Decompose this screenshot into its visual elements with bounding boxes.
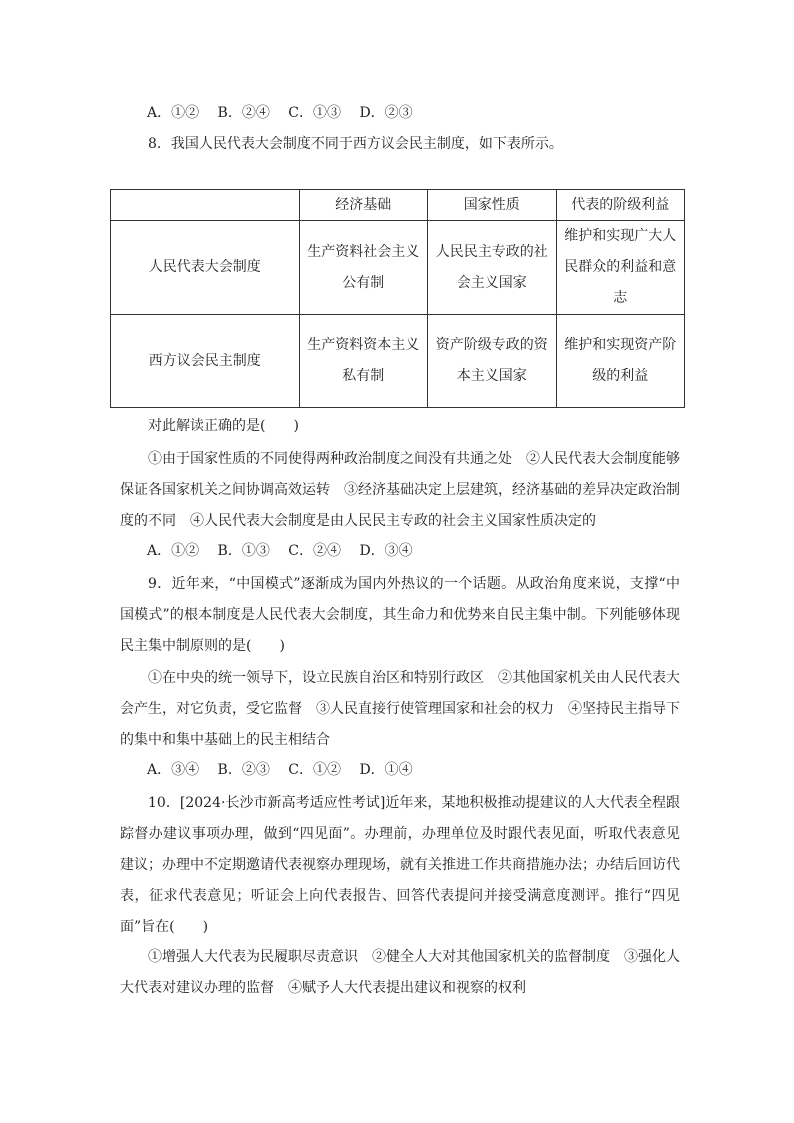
table-cell: 维护和实现广大人民群众的利益和意志 (556, 221, 685, 315)
table-header-cell: 经济基础 (299, 190, 428, 221)
q8-statements: ①由于国家性质的不同使得两种政治制度之间没有共通之处 ②人民代表大会制度能够保证各国家机关之间协调高效运转 ③经济基础决定上层建筑，经济基础的差异决定政治制度的不同 ④人民代表大会制度是由人民民主专政的社会主义国家性质决定的 (120, 451, 680, 529)
q8-stem: 8．我国人民代表大会制度不同于西方议会民主制度，如下表所示。 (148, 136, 563, 152)
table-row-label: 人民代表大会制度 (111, 221, 300, 315)
table-cell: 生产资料社会主义公有制 (299, 221, 428, 315)
table-header-cell: 代表的阶级利益 (556, 190, 685, 221)
table-header-cell: 国家性质 (428, 190, 557, 221)
table-cell: 人民民主专政的社会主义国家 (428, 221, 557, 315)
q8-options: A．①② B．①③ C．②④ D．③④ (147, 543, 413, 559)
table-cell: 生产资料资本主义私有制 (299, 315, 428, 408)
table-cell: 维护和实现资产阶级的利益 (556, 315, 685, 408)
table-row (111, 221, 685, 315)
comparison-table (110, 189, 685, 408)
table-header-cell (111, 190, 300, 221)
q9-options: A．③④ B．②③ C．①② D．①④ (147, 762, 413, 778)
q10-stem: 10．[2024·长沙市新高考适应性考试]近年来，某地积极推动提建议的人大代表全程跟踪督办建议事项办理，做到“四见面”。办理前，办理单位及时跟代表见面，听取代表意见建议；办理中不定期邀请代表视察办理现场，就有关推进工作共商措施办法；办结后回访代表，征求代表意见；听证会上向代表报告、回答代表提问并接受满意度测评。推行“四见面”旨在( ) (120, 795, 680, 935)
table-row-label: 西方议会民主制度 (111, 315, 300, 408)
q9-statements: ①在中央的统一领导下，设立民族自治区和特别行政区 ②其他国家机关由人民代表大会产生，对它负责，受它监督 ③人民直接行使管理国家和社会的权力 ④坚持民主指导下的集中和集中基础上的民主相结合 (120, 670, 680, 748)
table-header-row (111, 190, 685, 221)
q8-question: 对此解读正确的是( ) (148, 418, 299, 434)
q10-statements: ①增强人大代表为民履职尽责意识 ②健全人大对其他国家机关的监督制度 ③强化人大代表对建议办理的监督 ④赋予人大代表提出建议和视察的权利 (120, 949, 680, 996)
q7-options: A．①② B．②④ C．①③ D．②③ (147, 105, 413, 121)
table-row (111, 315, 685, 408)
q9-stem: 9．近年来，“中国模式”逐渐成为国内外热议的一个话题。从政治角度来说，支撑“中国模式”的根本制度是人民代表大会制度，其生命力和优势来自民主集中制。下列能够体现民主集中制原则的是( ) (120, 576, 680, 654)
table-cell: 资产阶级专政的资本主义国家 (428, 315, 557, 408)
